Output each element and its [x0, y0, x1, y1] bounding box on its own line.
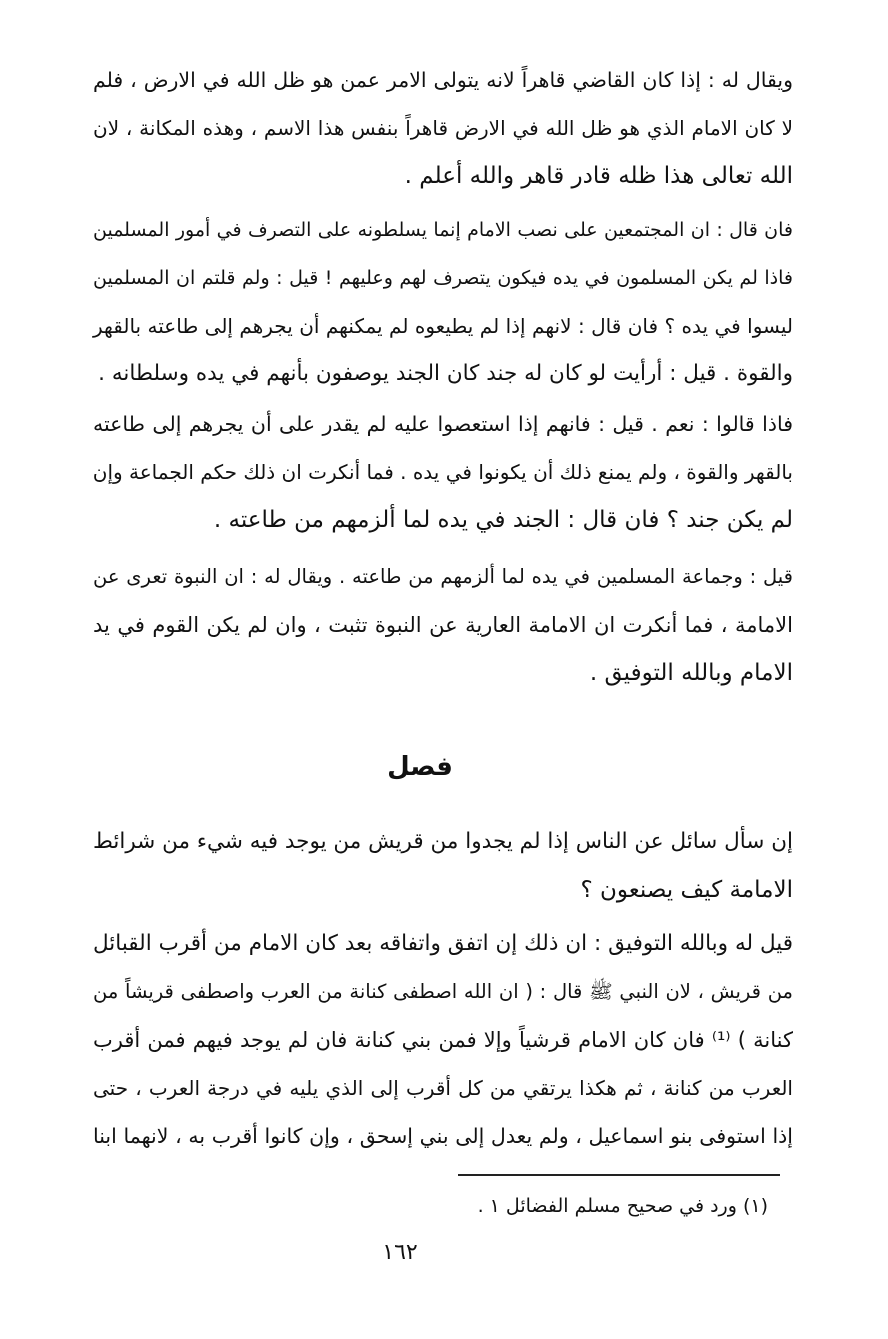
paragraph-1	[93, 56, 793, 200]
text-line: ويقال له : إذا كان القاضي قاهراً لانه يتولى الامر عمن هو ظل الله في الارض ، فلم	[93, 68, 793, 92]
text-line: ليسوا في يده ؟ فان قال : لانهم إذا لم يطيعوه لم يمكنهم أن يجرهم إلى طاعته بالقهر	[93, 314, 793, 338]
text-line: فاذا لم يكن المسلمون في يده فيكون يتصرف لهم وعليهم ! قيل : ولم قلتم ان المسلمين	[93, 267, 793, 289]
text-line: فان قال : ان المجتمعين على نصب الامام إنما يسلطونه على التصرف في أمور المسلمين	[93, 219, 793, 241]
text-line: فاذا قالوا : نعم . قيل : فانهم إذا استعصوا عليه لم يقدر على أن يجرهم إلى طاعته	[93, 412, 793, 436]
text-line: الامامة كيف يصنعون ؟	[580, 877, 793, 903]
page-number: ١٦٢	[382, 1240, 418, 1265]
text-line: الامام وبالله التوفيق .	[589, 660, 793, 686]
text-line: الامامة ، فما أنكرت ان الامامة العارية عن النبوة تثبت ، وان لم يكن القوم في يد	[93, 613, 793, 637]
text-line: إذا استوفى بنو اسماعيل ، ولم يعدل إلى بني إسحق ، وإن كانوا أقرب به ، لانهما ابنا	[93, 1124, 793, 1148]
text-line: والقوة . قيل : أرأيت لو كان له جند كان الجند يوصفون بأنهم في يده وسلطانه .	[98, 361, 793, 386]
text-line: لم يكن جند ؟ فان قال : الجند في يده لما ألزمهم من طاعته .	[213, 507, 793, 533]
text-line: قيل : وجماعة المسلمين في يده لما ألزمهم من طاعته . ويقال له : ان النبوة تعرى عن	[93, 565, 793, 588]
text-line: الله تعالى هذا ظله قادر قاهر والله أعلم .	[404, 163, 793, 189]
text-line: لا كان الامام الذي هو ظل الله في الارض قاهراً بنفس هذا الاسم ، وهذه المكانة ، لان	[93, 116, 793, 140]
paragraph-5	[93, 818, 793, 914]
text-line: بالقهر والقوة ، ولم يمنع ذلك أن يكونوا في يده . فما أنكرت ان ذلك حكم الجماعة وإن	[92, 460, 793, 484]
footnote-divider	[458, 1174, 780, 1176]
paragraph-4	[93, 553, 793, 697]
text-line: العرب من كنانة ، ثم هكذا يرتقي من كل أقرب إلى الذي يليه في درجة العرب ، حتى	[93, 1076, 793, 1100]
paragraph-2	[93, 206, 793, 398]
text-line: قيل له وبالله التوفيق : ان ذلك إن اتفق واتفاقه بعد كان الامام من أقرب القبائل	[93, 931, 793, 956]
text-line: كنانة ) ⁽¹⁾ فان كان الامام قرشياً وإلا فمن بني كنانة فان لم يوجد فيهم فمن أقرب	[93, 1028, 794, 1052]
text-line: من قريش ، لان النبي ﷺ قال : ( ان الله اصطفى كنانة من العرب واصطفى قريشاً من	[93, 980, 793, 1003]
section-heading: فصل	[387, 752, 453, 782]
paragraph-6	[93, 920, 793, 1160]
footnote: (١) ورد في صحيح مسلم الفضائل ١ .	[477, 1195, 768, 1217]
text-line: إن سأل سائل عن الناس إذا لم يجدوا من قريش من يوجد فيه شيء من شرائط	[93, 829, 793, 854]
paragraph-3	[93, 400, 793, 544]
